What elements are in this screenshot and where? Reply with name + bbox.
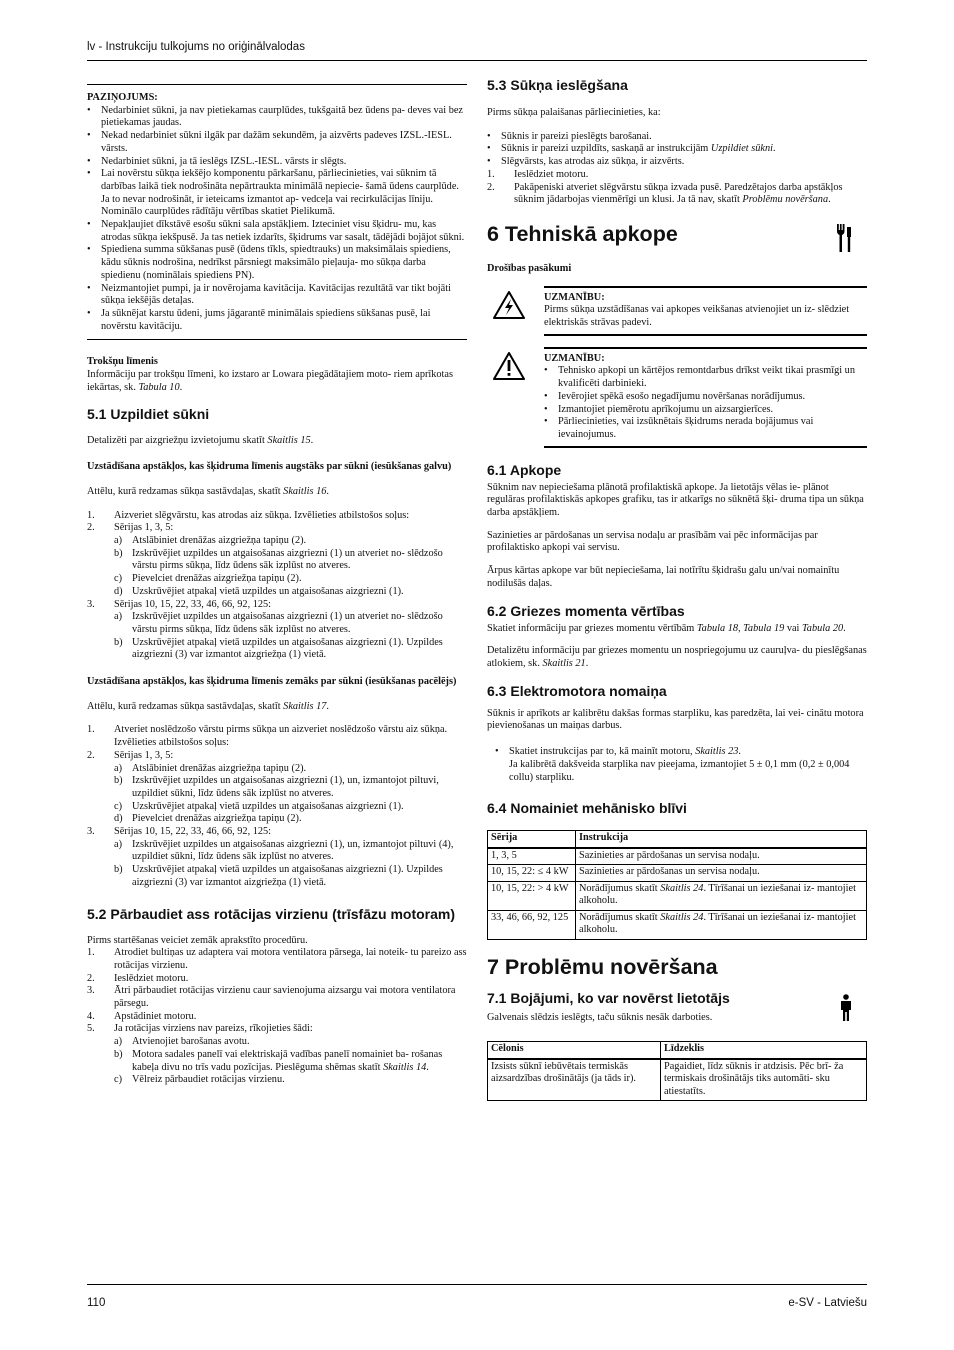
- list-item: • Ja sūknējat karstu ūdeni, jums jāgarantē minimālais spiediens sūkšanas pusē, lai novērstu kavitāciju.: [87, 308, 467, 333]
- cross-reference[interactable]: Problēmu novēršana: [742, 194, 829, 206]
- paragraph: Detalizēti par aizgriežņu izvietojumu skatīt Skaitlis 15.: [87, 435, 314, 447]
- substep-list: [87, 1036, 467, 1087]
- list-item: 3. Sērijas 10, 15, 22, 33, 46, 66, 92, 125:: [87, 826, 272, 838]
- paragraph: Sūknis ir aprīkots ar kalibrētu dakšas formas starpliku, kas paredzēta, lai vei- cinātu motora pievienošanas un maiņas darbus.: [487, 707, 864, 732]
- left-column: [87, 84, 467, 1087]
- cross-reference[interactable]: Skaitlis 15: [267, 435, 311, 447]
- paragraph: Sazinieties ar pārdošanas un servisa nodaļu ar prasībām vai pēc informācijas par profilaktisko apkopi vai servisu.: [487, 529, 818, 554]
- list-item: • Slēgvārsts, kas atrodas aiz sūkņa, ir aizvērts.: [487, 156, 867, 169]
- list-item: • Spiediena summa sūkšanas pusē (ūdens tīkls, spiedtrauks) un maksimālais spiediens, kādu sūknis nodrošina, nedrīkst pārsniegt maksimālo pieļauja- mo sūkņa darba spiedienu (nominālais spiediens PN).: [87, 244, 467, 282]
- list-item: a) Atvienojiet barošanas avotu.: [114, 1036, 250, 1048]
- noise-text: Informāciju par trokšņu līmeni, ko izstaro ar Lowara piegādātajiem moto- riem aprīkotas iekārtas, sk. Tabula 10.: [87, 369, 453, 393]
- section-heading-6-3: 6.3 Elektromotora nomaiņa: [487, 682, 667, 699]
- list-item: 1. Atrodiet bultiņas uz adaptera vai motora ventilatora pārsega, lai noteik- tu pareizo ass rotācijas virzienu.: [87, 947, 467, 971]
- list-item: • Nepakļaujiet dīkstāvē esošu sūkni sala apstākļiem. Izteciniet visu šķidru- mu, kas atrodas sūkņa iekšpusē. Ja tas netiek izdarīts, šķidrums var sasalt, tādējādi bojājot sūkni.: [87, 219, 467, 244]
- list-item: b) Uzskrūvējiet atpakaļ vietā uzpildes un atgaisošanas aizgriezni (1). Uzpildes aizgriezni (3) var izmantot aizgriežņa (1) vietā.: [114, 864, 443, 888]
- chapter-heading-6: 6 Tehniskā apkope: [487, 221, 678, 246]
- list-item: 3. Ātri pārbaudiet rotācijas virzienu caur savienojuma aizsargu vai motora ventilatora pārsegu.: [87, 985, 456, 1010]
- list-item: • Sūknis ir pareizi pieslēgts barošanai.: [487, 131, 867, 144]
- list-item: 2. Sērijas 1, 3, 5:: [87, 522, 174, 534]
- table-row: 10, 15, 22: > 4 kW Norādījumus skatīt Skaitlis 24. Tīrīšanai un ieziešanai iz- mantojiet alkoholu.: [488, 881, 867, 910]
- list-item: • Ievērojiet spēkā esošo negadījumu novēršanas norādījumus.: [544, 391, 867, 404]
- list-item: b) Uzskrūvējiet atpakaļ vietā uzpildes un atgaisošanas aizgriezni (1). Uzpildes aizgriezni (3) var izmantot aizgriežņa (1) vietā.: [114, 636, 443, 661]
- warning-icon: [492, 351, 526, 386]
- table-header: [488, 1042, 867, 1059]
- step-list: [87, 826, 467, 839]
- list-item: c) Vēlreiz pārbaudiet rotācijas virzienu.: [114, 1074, 285, 1086]
- cross-reference[interactable]: Skaitlis 17: [283, 700, 327, 712]
- list-item: a) Atslābiniet drenāžas aizgriežņa tapiņu (2).: [114, 762, 307, 774]
- footer-rule: [87, 1284, 867, 1285]
- list-item: 2. Pakāpeniski atveriet slēgvārstu sūkņa izvada pusē. Paredzētajos darba apstākļos sūknim jādarbojas vienmērīgi un klusi. Ja tā nav, skatīt Problēmu novēršana.: [487, 181, 843, 206]
- list-item: 2. Ieslēdziet motoru.: [87, 972, 189, 984]
- column-header: Instrukcija: [576, 831, 867, 848]
- step-list: [87, 599, 467, 612]
- notice-box: [87, 84, 467, 340]
- step-list: [87, 947, 467, 1036]
- list-item: 1. Atveriet noslēdzošo vārstu pirms sūkņa un aizveriet noslēdzošo vārstu aiz sūkņa. Izvēlieties atbilstošos soļus:: [87, 724, 448, 749]
- cross-reference[interactable]: Skaitlis 23: [695, 746, 739, 758]
- section-heading-5-2: 5.2 Pārbaudiet ass rotācijas virzienu (trīsfāzu motoram): [87, 905, 456, 922]
- section-heading-5-3: 5.3 Sūkņa ieslēgšana: [487, 77, 628, 93]
- section-heading-7-1: 7.1 Bojājumi, ko var novērst lietotājs: [487, 989, 730, 1006]
- cross-reference[interactable]: Skaitlis 24: [660, 882, 704, 894]
- cross-reference[interactable]: Tabula 19: [743, 622, 785, 634]
- section-heading-6-4: 6.4 Nomainiet mehānisko blīvi: [487, 800, 687, 817]
- list-item: b) Izskrūvējiet uzpildes un atgaisošanas aizgriezni (1) un atveriet no- slēdzošo vārstu pirms sūkņa, līdz ūdens sāk izplūst no atveres.: [114, 547, 443, 572]
- footer-doc-label: e-SV - Latviešu: [788, 1297, 867, 1309]
- section-heading-5-1: 5.1 Uzpildiet sūkni: [87, 406, 210, 423]
- list-item: c) Pievelciet drenāžas aizgriežņa tapiņu (2).: [114, 573, 302, 585]
- warning-text: Pirms sūkņa uzstādīšanas vai apkopes veikšanas atvienojiet un iz- slēdziet elektriskās strāvas padevi.: [544, 304, 850, 329]
- list-item: d) Uzskrūvējiet atpakaļ vietā uzpildes un atgaisošanas aizgriezni (1).: [114, 585, 404, 597]
- column-header: Cēlonis: [488, 1042, 661, 1059]
- paragraph: Pirms startēšanas veiciet zemāk aprakstīto procedūru.: [87, 934, 308, 946]
- paragraph: Sūknim nav nepieciešama plānotā profilaktiskā apkope. Ja lietotājs vēlas ie- plānot regulāras profilaktiskās apkopes grafiku, tas ir atkarīgs no sūknētā šķi- druma tipa un sūkņa darba apstākļiem.: [487, 481, 864, 519]
- warning-title: UZMANĪBU:: [544, 352, 605, 364]
- cross-reference[interactable]: Skaitlis 16: [283, 485, 327, 497]
- column-header: Līdzeklis: [661, 1042, 867, 1059]
- table-row: 10, 15, 22: ≤ 4 kW Sazinieties ar pārdošanas un servisa nodaļu.: [488, 865, 867, 882]
- step-list: [87, 510, 467, 535]
- step-list: [87, 724, 467, 762]
- warning-list: [544, 365, 867, 441]
- header-rule: [87, 60, 867, 61]
- table-row: 33, 46, 66, 92, 125 Norādījumus skatīt Skaitlis 24. Tīrīšanai un ieziešanai iz- mantojiet alkoholu.: [488, 910, 867, 939]
- paragraph: Skatiet informāciju par griezes momentu vērtībām Tabula 18, Tabula 19 vai Tabula 20.: [487, 622, 846, 634]
- list-item: • Neizmantojiet pumpi, ja ir novērojama kavitācija. Kavitācijas rezultātā var tikt bojāti sūkņa iekšējās detaļas.: [87, 283, 467, 308]
- right-column: [487, 77, 867, 1101]
- seal-table: [487, 830, 867, 940]
- check-list: [487, 131, 867, 169]
- noise-title: Trokšņu līmenis: [87, 356, 158, 368]
- table-row: Izsists sūknī iebūvētais termiskās aizsardzības drošinātājs (ja tāds ir). Pagaidiet, līdz sūknis ir atdzisis. Pēc brī- ža termiskais drošinātājs tiks automāti- sku atiestatīts.: [488, 1059, 867, 1101]
- chapter-6-header: [487, 221, 867, 247]
- tools-icon: [835, 223, 853, 258]
- list-item: • Lai novērstu sūkņa iekšējo komponentu pārkaršanu, pārliecinieties, vai sūknim tā darbības laikā tiek nodrošināta nepārtraukta minimālā nepiecie- šamā ūdens caurplūde. Ja to nevar nodrošināt, ir ieteicams izmantot ap- vedceļa vai recirkulācijas līniju. Nominālo caurplūdes rādītāju vērtības skatiet Pielikumā.: [87, 168, 467, 219]
- motor-list: [487, 746, 867, 784]
- list-item: • Sūknis ir pareizi uzpildīts, saskaņā ar instrukcijām Uzpildiet sūkni.: [487, 143, 867, 156]
- list-item: • Nekad nedarbiniet sūkni ilgāk par dažām sekundēm, ja aizvērts padeves IZSL.-IESL. vārsts.: [87, 130, 467, 155]
- list-item: a) Izskrūvējiet uzpildes un atgaisošanas aizgriezni (1) un atveriet no- slēdzošo vārstu pirms sūkņa, līdz ūdens sāk izplūst no atveres.: [114, 611, 443, 635]
- list-item: • Izmantojiet piemērotu aprīkojumu un aizsargierīces.: [544, 404, 867, 417]
- cross-reference[interactable]: Tabula 20: [802, 622, 844, 634]
- column-header: Sērija: [488, 831, 576, 848]
- warning-box-electrical: [487, 286, 867, 336]
- notice-title: PAZIŅOJUMS:: [87, 92, 158, 103]
- page-number: 110: [87, 1297, 106, 1309]
- cross-reference[interactable]: Tabula 18: [696, 622, 738, 634]
- subsection-title: Uzstādīšana apstākļos, kas šķidruma līmenis augstāks par sūkni (iesūkšanas galvu): [87, 461, 452, 473]
- list-item: • Nedarbiniet sūkni, ja tā ieslēgs IZSL.-IESL. vārsts ir slēgts.: [87, 156, 467, 169]
- user-icon: [839, 994, 853, 1027]
- chapter-heading-7: 7 Problēmu novēršana: [487, 954, 718, 979]
- paragraph: Detalizētu informāciju par griezes momentu un nospriegojumu uz cauruļva- du pieslēgšanas atlokiem, sk. Skaitlis 21.: [487, 645, 867, 669]
- paragraph: Pirms sūkņa palaišanas pārliecinieties, ka:: [487, 107, 661, 118]
- cross-reference[interactable]: Skaitlis 21: [542, 657, 586, 669]
- list-item: b) Izskrūvējiet uzpildes un atgaisošanas aizgriezni (1), un, izmantojot piltuvi, uzpildiet sūkni, līdz ūdens sāk izplūst no atveres.: [114, 775, 439, 799]
- paragraph: Attēlu, kurā redzamas sūkņa sastāvdaļas, skatīt Skaitlis 17.: [87, 700, 329, 712]
- electrical-hazard-icon: [492, 290, 526, 325]
- warning-title: UZMANĪBU:: [544, 291, 605, 303]
- list-item: a) Izskrūvējiet uzpildes un atgaisošanas aizgriezni (1), un, izmantojot piltuvi (4), uzpildiet sūkni, līdz ūdens sāk izplūst no atveres.: [114, 838, 454, 863]
- list-item: 2. Sērijas 1, 3, 5:: [87, 749, 174, 761]
- subsection-title: Uzstādīšana apstākļos, kas šķidruma līmenis zemāks par sūkni (iesūkšanas pacēlējs): [87, 676, 457, 688]
- paragraph: Galvenais slēdzis ieslēgts, taču sūknis nesāk darboties.: [487, 1011, 713, 1023]
- list-item: • Skatiet instrukcijas par to, kā mainīt motoru, Skaitlis 23. Ja kalibrētā dakšveida starplika nav pieejama, izmantojiet 5 ± 0,1 mm (0,2 ± 0,004 collu) starpliku.: [495, 746, 867, 784]
- table-header: [488, 831, 867, 848]
- list-item: b) Motora sadales panelī vai elektriskajā vadības panelī nomainiet ba- rošanas kabeļa divu no trīs vadu pozīcijas. Pieslēguma shēmas skatīt Skaitlis 14.: [114, 1048, 443, 1073]
- section-heading-6-2: 6.2 Griezes momenta vērtības: [487, 602, 685, 619]
- list-item: 5. Ja rotācijas virziens nav pareizs, rīkojieties šādi:: [87, 1023, 313, 1035]
- list-item: 4. Apstādiniet motoru.: [87, 1010, 197, 1022]
- troubleshooting-table: [487, 1041, 867, 1101]
- list-item: a) Atslābiniet drenāžas aizgriežņa tapiņu (2).: [114, 534, 307, 546]
- substep-list: [87, 763, 467, 827]
- cross-reference[interactable]: Skaitlis 14: [383, 1061, 427, 1073]
- list-item: 3. Sērijas 10, 15, 22, 33, 46, 66, 92, 125:: [87, 598, 272, 610]
- substep-list: [87, 535, 467, 599]
- paragraph: Ārpus kārtas apkope var būt nepieciešama, lai notīrītu šķidrašu galu un/vai nomainītu nodilušās daļas.: [487, 565, 840, 589]
- cross-reference[interactable]: Skaitlis 24: [660, 911, 704, 923]
- notice-list: [87, 105, 467, 334]
- list-item: 1. Ieslēdziet motoru.: [487, 168, 589, 180]
- substep-list: [87, 611, 467, 662]
- list-item: • Nedarbiniet sūkni, ja nav pietiekamas caurplūdes, tukšgaitā bez ūdens pa- deves vai bez pietiekamas jaudas.: [87, 105, 467, 130]
- list-item: • Pārliecinieties, vai izsūknētais šķidrums nerada bojājumus vai ievainojumus.: [544, 416, 867, 441]
- substep-list: [87, 839, 467, 890]
- warning-box-general: [487, 347, 867, 448]
- table-row: 1, 3, 5 Sazinieties ar pārdošanas un servisa nodaļu.: [488, 848, 867, 865]
- list-item: 1. Aizveriet slēgvārstu, kas atrodas aiz sūkņa. Izvēlieties atbilstošos soļus:: [87, 509, 410, 521]
- cross-reference[interactable]: Uzpildiet sūkni: [710, 143, 773, 155]
- list-item: • Tehnisko apkopi un kārtējos remontdarbus drīkst veikt tikai prasmīgi un kvalificēti darbinieki.: [544, 365, 867, 390]
- list-item: c) Uzskrūvējiet atpakaļ vietā uzpildes un atgaisošanas aizgriezni (1).: [114, 800, 404, 812]
- header-title: lv - Instrukciju tulkojums no oriģinālvalodas: [87, 41, 305, 53]
- paragraph: Attēlu, kurā redzamas sūkņa sastāvdaļas, skatīt Skaitlis 16.: [87, 485, 329, 497]
- cross-reference[interactable]: Tabula 10: [138, 381, 180, 393]
- list-item: d) Pievelciet drenāžas aizgriežņa tapiņu (2).: [114, 813, 302, 825]
- section-7-1: [487, 990, 867, 1025]
- section-heading-6-1: 6.1 Apkope: [487, 461, 562, 478]
- safety-title: Drošības pasākumi: [487, 262, 572, 274]
- step-list: [487, 169, 867, 207]
